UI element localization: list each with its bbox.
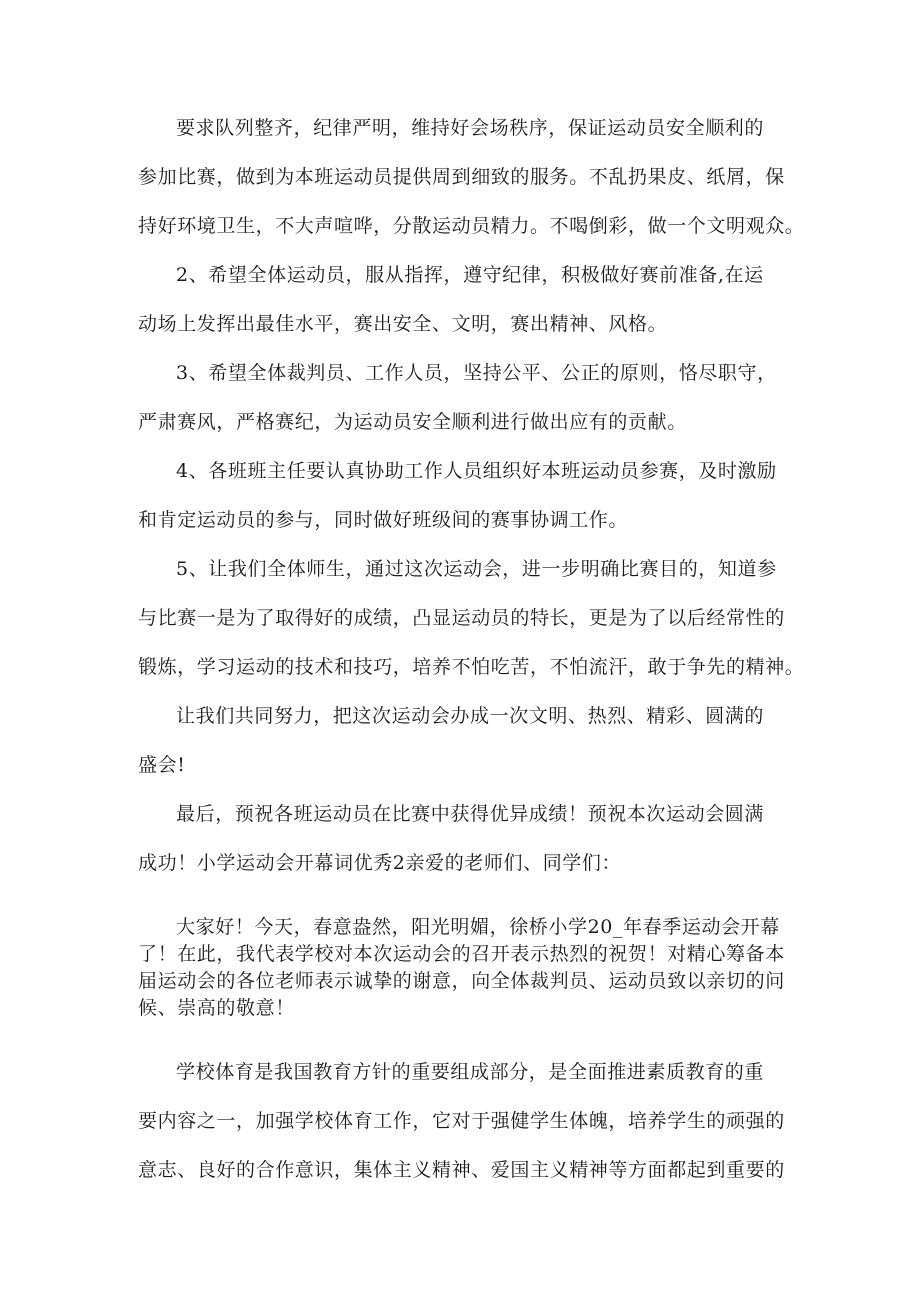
paragraph-item-4-class-teachers bbox=[138, 447, 798, 545]
text-line: 4、各班班主任要认真协助工作人员组织好本班运动员参赛，及时激励 bbox=[176, 460, 777, 482]
text-line: 锻炼，学习运动的技术和技巧，培养不怕吃苦，不怕流汗，敢于争先的精神。 bbox=[138, 656, 805, 678]
text-line: 最后，预祝各班运动员在比赛中获得优异成绩！预祝本次运动会圆满 bbox=[176, 803, 765, 825]
text-line: 要内容之一，加强学校体育工作，它对于强健学生体魄，培养学生的顽强的 bbox=[138, 1110, 785, 1132]
text-line: 成功！小学运动会开幕词优秀2亲爱的老师们、同学们： bbox=[138, 852, 622, 874]
text-line: 3、希望全体裁判员、工作人员，坚持公平、公正的原则，恪尽职守， bbox=[176, 362, 777, 384]
text-line: 候、崇高的敬意！ bbox=[138, 997, 295, 1019]
paragraph-item-2-athletes bbox=[138, 251, 798, 349]
document-body bbox=[138, 104, 805, 1195]
paragraph-school-sports bbox=[138, 1048, 798, 1195]
text-line: 动场上发挥出最佳水平，赛出安全、文明，赛出精神、风格。 bbox=[138, 313, 668, 335]
paragraph-greeting bbox=[138, 914, 798, 1022]
paragraph-closing-wishes bbox=[138, 790, 798, 888]
text-line: 意志、良好的合作意识，集体主义精神、爱国主义精神等方面都起到重要的 bbox=[138, 1159, 785, 1181]
text-line: 大家好！今天，春意盎然，阳光明媚，徐桥小学20_年春季运动会开幕 bbox=[176, 916, 780, 938]
text-line: 让我们共同努力，把这次运动会办成一次文明、热烈、精彩、圆满的 bbox=[176, 705, 765, 727]
text-line: 持好环境卫生，不大声喧哗，分散运动员精力。不喝倒彩，做一个文明观众。 bbox=[138, 215, 805, 237]
text-line: 2、希望全体运动员，服从指挥，遵守纪律，积极做好赛前准备,在运 bbox=[176, 264, 764, 286]
text-line: 5、让我们全体师生，通过这次运动会，进一步明确比赛目的，知道参 bbox=[176, 558, 777, 580]
text-line: 严肃赛风，严格赛纪，为运动员安全顺利进行做出应有的贡献。 bbox=[138, 411, 687, 433]
text-line: 要求队列整齐，纪律严明，维持好会场秩序，保证运动员安全顺利的 bbox=[176, 117, 765, 139]
paragraph-spectator-requirements bbox=[138, 104, 805, 251]
text-line: 学校体育是我国教育方针的重要组成部分，是全面推进素质教育的重 bbox=[176, 1061, 765, 1083]
paragraph-item-3-referees bbox=[138, 349, 798, 447]
text-line: 参加比赛，做到为本班运动员提供周到细致的服务。不乱扔果皮、纸屑，保 bbox=[138, 166, 785, 188]
text-line: 了！在此，我代表学校对本次运动会的召开表示热烈的祝贺！对精心筹备本 bbox=[138, 943, 785, 965]
paragraph-item-5-all-teachers-students bbox=[138, 545, 805, 692]
text-line: 和肯定运动员的参与，同时做好班级间的赛事协调工作。 bbox=[138, 509, 629, 531]
text-line: 届运动会的各位老师表示诚挚的谢意，向全体裁判员、运动员致以亲切的问 bbox=[138, 970, 785, 992]
text-line: 与比赛一是为了取得好的成绩，凸显运动员的特长，更是为了以后经常性的 bbox=[138, 607, 785, 629]
text-line: 盛会! bbox=[138, 754, 186, 776]
paragraph-joint-effort bbox=[138, 692, 798, 790]
